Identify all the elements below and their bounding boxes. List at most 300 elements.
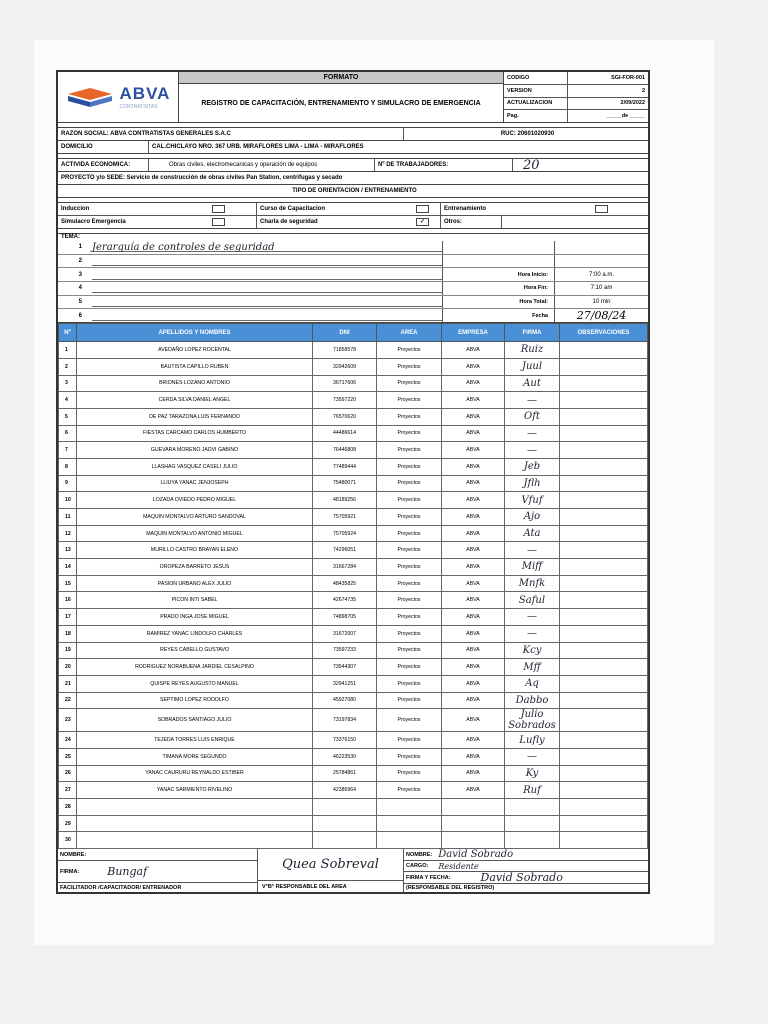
row-number: 9 [59,475,77,492]
table-row [59,559,648,576]
attendee-dni: 36717606 [313,375,377,392]
attendee-signature: Jflh [505,475,560,492]
table-row [59,709,648,732]
row-number: 10 [59,492,77,509]
attendee-observation[interactable] [560,675,648,692]
attendee-observation[interactable] [560,542,648,559]
row-number: 8 [59,458,77,475]
tema-line[interactable] [92,297,442,307]
row-number: 27 [59,782,77,799]
row-number: 12 [59,525,77,542]
actividad-value: Obras civiles, electromecanicas y operación de equipos [148,159,374,171]
attendee-signature: Aq [505,675,560,692]
col-header: Nº [59,324,77,342]
attendee-area: Proyectos [377,542,442,559]
razon-social: RAZON SOCIAL: ABVA CONTRATISTAS GENERALES S.A.C [61,131,231,137]
table-row [59,675,648,692]
tema-line-number: 1 [78,244,82,251]
attendee-area [377,799,442,816]
hora-fin-value[interactable]: 7:10 am [554,282,648,295]
actividad-label: ACTIVIDA ECONOMICA: [61,162,131,168]
table-row [59,832,648,849]
table-row [59,609,648,626]
attendee-area: Proyectos [377,709,442,732]
facilitador-signature: Bungaf [107,865,148,879]
attendee-area: Proyectos [377,492,442,509]
attendee-name: FIESTAS CARCAMO CARLOS HUMBERTO [77,425,313,442]
attendee-signature: Lufly [505,732,560,749]
attendee-name: MAQUIN MONTALVO ANTONIO MIGUEL [77,525,313,542]
attendee-dni: 31672007 [313,625,377,642]
attendee-signature: Mff [505,659,560,676]
actividad-row [58,159,648,172]
attendee-area: Proyectos [377,642,442,659]
attendee-observation[interactable] [560,442,648,459]
table-row [59,575,648,592]
attendee-observation[interactable] [560,425,648,442]
attendee-dni: 73544307 [313,659,377,676]
attendee-dni: 25784861 [313,765,377,782]
attendee-signature: Ata [505,525,560,542]
table-row [59,815,648,832]
table-header [59,324,648,342]
attendee-signature: Aut [505,375,560,392]
attendee-area: Proyectos [377,625,442,642]
attendee-company: ABVA [442,408,505,425]
attendee-name: LLIUYA YANAC JENJOSEPH [77,475,313,492]
attendee-company: ABVA [442,392,505,409]
attendee-observation[interactable] [560,815,648,832]
attendee-company: ABVA [442,592,505,609]
row-number: 14 [59,559,77,576]
col-header: OBSERVACIONES [560,324,648,342]
attendee-area: Proyectos [377,748,442,765]
attendee-observation[interactable] [560,559,648,576]
table-row [59,659,648,676]
entrenamiento-label: Entrenamiento [440,203,552,215]
attendee-observation[interactable] [560,458,648,475]
attendee-area: Proyectos [377,609,442,626]
attendee-observation[interactable] [560,765,648,782]
domicilio-value: CAL.CHICLAYO NRO. 367 URB. MIRAFLORES LIMA - LIMA - MIRAFLORES [148,141,648,153]
tipo-title: TIPO DE ORIENTACION / ENTRENAMIENTO [292,188,417,194]
attendee-signature: — [505,748,560,765]
attendee-name: PASION URBANO ALEX JULIO [77,575,313,592]
attendee-observation[interactable] [560,642,648,659]
attendee-name: BAUTISTA CAPILLO RUBEN [77,358,313,375]
hora-fin-label: Hora Fin: [442,282,554,295]
row-number: 28 [59,799,77,816]
attendee-company: ABVA [442,765,505,782]
attendee-company: ABVA [442,625,505,642]
attendee-signature: Mnfk [505,575,560,592]
attendee-observation[interactable] [560,709,648,732]
attendee-company: ABVA [442,609,505,626]
table-row [59,765,648,782]
curso-checkbox[interactable] [416,205,429,213]
induccion-label: Induccion [61,206,90,212]
attendee-signature: — [505,609,560,626]
attendee-name: CERDA SILVA DANIEL ANGEL [77,392,313,409]
attendee-signature: Oft [505,408,560,425]
table-row [59,642,648,659]
tipo-title-row [58,185,648,198]
table-row [59,692,648,709]
col-header: APELLIDOS Y NOMBRES [77,324,313,342]
attendee-name: AVEDAÑO LOPEZ ROCENTAL [77,342,313,359]
attendee-dni: 42386964 [313,782,377,799]
domicilio-row [58,141,648,154]
attendee-name: OROPEZA BARRETO JESUS [77,559,313,576]
col-header: FIRMA [505,324,560,342]
meta-key: Pag. [504,110,568,122]
abva-logo-icon [66,86,114,108]
row-number: 18 [59,625,77,642]
attendee-name [77,832,313,849]
attendee-area: Proyectos [377,442,442,459]
row-number: 4 [59,392,77,409]
meta-value: 2/09/2022 [620,100,645,107]
attendee-area: Proyectos [377,765,442,782]
attendee-company: ABVA [442,509,505,526]
attendee-area: Proyectos [377,458,442,475]
attendee-company [442,832,505,849]
attendee-name: REYES CABELLO GUSTAVO [77,642,313,659]
attendee-area: Proyectos [377,592,442,609]
row-number: 1 [59,342,77,359]
attendee-name: PICON INTI SABEL [77,592,313,609]
attendee-observation[interactable] [560,625,648,642]
attendee-dni [313,832,377,849]
row-number: 13 [59,542,77,559]
table-row [59,542,648,559]
attendee-signature: Ky [505,765,560,782]
attendee-dni: 73197834 [313,709,377,732]
attendee-signature [505,832,560,849]
vb-signature [258,849,403,880]
tema-line-number: 3 [78,271,82,278]
attendee-dni: 46223530 [313,748,377,765]
attendee-dni: 74296051 [313,542,377,559]
table-row [59,509,648,526]
row-number: 21 [59,675,77,692]
table-row [59,592,648,609]
attendee-observation[interactable] [560,575,648,592]
attendee-observation[interactable] [560,475,648,492]
col-header: EMPRESA [442,324,505,342]
attendee-observation[interactable] [560,609,648,626]
charla-checkbox[interactable]: ✓ [416,218,429,226]
attendee-company: ABVA [442,692,505,709]
attendee-dni: 48435825 [313,575,377,592]
tema-line[interactable] [92,283,442,293]
tema-line[interactable] [92,311,442,321]
cargo-value: Residente [438,861,479,871]
attendance-table [58,323,648,849]
table-row [59,458,648,475]
attendee-observation[interactable] [560,358,648,375]
meta-key: VERSION [504,85,568,97]
curso-label: Curso de Capacitacion [256,203,402,215]
attendee-company: ABVA [442,748,505,765]
attendee-observation[interactable] [560,782,648,799]
otros-label: Otros: [440,216,501,228]
row-number: 30 [59,832,77,849]
attendee-observation[interactable] [560,732,648,749]
table-row [59,358,648,375]
row-number: 5 [59,408,77,425]
attendee-signature: Juul [505,358,560,375]
attendee-signature [505,815,560,832]
attendee-name: YANAC CAURURU REYNALDO ESTIBER [77,765,313,782]
attendee-signature: Miff [505,559,560,576]
logo-subtext: CONTRATISTAS [119,104,158,110]
attendee-signature: — [505,442,560,459]
attendee-name: TIMANA MORE SEGUNDO [77,748,313,765]
hora-total-label: Hora Total: [442,296,554,309]
meta-key: CODIGO [504,72,568,84]
entrenamiento-checkbox[interactable] [595,205,608,213]
attendee-signature: — [505,425,560,442]
row-number: 29 [59,815,77,832]
attendee-company: ABVA [442,475,505,492]
attendee-company: ABVA [442,492,505,509]
attendee-company: ABVA [442,659,505,676]
attendee-area [377,832,442,849]
attendee-dni: 32941251 [313,675,377,692]
attendee-area: Proyectos [377,375,442,392]
row-number: 22 [59,692,77,709]
attendee-signature: Ajo [505,509,560,526]
ruc: RUC: 20601020930 [403,128,648,140]
attendee-area: Proyectos [377,392,442,409]
col-header: AREA [377,324,442,342]
attendee-name: MAQUIN MONTALVO ARTURO SANDOVAL [77,509,313,526]
attendee-area: Proyectos [377,575,442,592]
attendee-company: ABVA [442,442,505,459]
attendee-signature: Ruf [505,782,560,799]
attendee-company: ABVA [442,709,505,732]
row-number: 20 [59,659,77,676]
row-number: 25 [59,748,77,765]
attendee-name: PRADO INGA JOSE MIGUEL [77,609,313,626]
meta-key: ACTUALIZACION [504,98,568,110]
table-row [59,625,648,642]
attendee-dni: 73597233 [313,642,377,659]
vb-label: V°B° RESPONSABLE DEL AREA [258,880,403,892]
row-number: 11 [59,509,77,526]
attendee-observation[interactable] [560,592,648,609]
attendee-observation[interactable] [560,509,648,526]
firma-fecha-label: FIRMA Y FECHA: [406,874,451,881]
trabajadores-value: 20 [512,159,648,171]
attendee-company [442,815,505,832]
attendee-dni: 75480071 [313,475,377,492]
table-row [59,799,648,816]
table-row [59,442,648,459]
attendee-dni: 73376150 [313,732,377,749]
fecha-value[interactable]: 27/08/24 [554,309,648,322]
trabajadores-label: Nº DE TRABAJADORES: [374,159,512,171]
form-footer [58,849,648,892]
form-title: REGISTRO DE CAPACITACIÓN, ENTRENAMIENTO Y SIMULACRO DE EMERGENCIA [201,99,481,107]
attendee-dni [313,799,377,816]
attendee-signature: Saful [505,592,560,609]
charla-label: Charla de seguridad [256,216,402,228]
format-label: FORMATO [179,72,503,84]
attendee-observation[interactable] [560,748,648,765]
hora-total-value[interactable]: 10 min [554,296,648,309]
attendee-company: ABVA [442,358,505,375]
attendee-company: ABVA [442,782,505,799]
attendee-observation[interactable] [560,525,648,542]
attendee-area: Proyectos [377,782,442,799]
row-number: 26 [59,765,77,782]
attendee-dni: 71858578 [313,342,377,359]
attendee-name: RAMIREZ YANAC LINDOLFO CHARLES [77,625,313,642]
attendee-area [377,815,442,832]
attendee-dni: 31667284 [313,559,377,576]
attendee-observation[interactable] [560,799,648,816]
table-row [59,425,648,442]
fecha-label: Fecha [442,309,554,322]
cargo-label: CARGO: [406,863,429,870]
attendee-company [442,799,505,816]
attendee-dni: 76446808 [313,442,377,459]
row-number: 16 [59,592,77,609]
facilitador-label: FACILITADOR /CAPACITADOR/ ENTRENADOR [60,884,182,891]
attendee-signature: Julio Sobrados [505,709,560,732]
attendee-observation[interactable] [560,692,648,709]
attendee-observation[interactable] [560,342,648,359]
attendee-area: Proyectos [377,425,442,442]
table-row [59,782,648,799]
table-row [59,375,648,392]
facilitador-firma-label: FIRMA: [60,868,80,875]
domicilio-label: DOMICILIO [61,144,93,150]
col-header: DNI [313,324,377,342]
attendee-name: BRIONES LOZANO ANTONIO [77,375,313,392]
attendee-area: Proyectos [377,525,442,542]
attendee-observation[interactable] [560,832,648,849]
attendee-name: SOBRADOS SANTIAGO JULIO [77,709,313,732]
attendee-area: Proyectos [377,509,442,526]
tema-line[interactable] [92,256,442,266]
form-header [58,72,648,123]
simulacro-checkbox[interactable] [212,218,225,226]
attendee-area: Proyectos [377,675,442,692]
attendee-signature: Vfuf [505,492,560,509]
proyecto-row [58,172,648,185]
hora-inicio-label: Hora Inicio: [442,268,554,281]
meta-value: SGI-FOR-001 [611,74,645,81]
attendee-company: ABVA [442,559,505,576]
hora-inicio-value[interactable]: 7:00 a.m. [554,268,648,281]
simulacro-label: Simulacro Emergencia [61,219,126,225]
facilitador-nombre-label: NOMBRE: [58,849,257,861]
attendee-observation[interactable] [560,659,648,676]
attendee-area: Proyectos [377,408,442,425]
tema-line-number: 4 [78,285,82,292]
logo-text: ABVA [119,84,171,103]
row-number: 7 [59,442,77,459]
attendee-dni: 73597220 [313,392,377,409]
attendee-area: Proyectos [377,692,442,709]
table-row [59,392,648,409]
tema-section [58,234,648,323]
table-row [59,748,648,765]
attendee-dni: 75705921 [313,509,377,526]
attendee-company: ABVA [442,542,505,559]
tema-line[interactable] [92,270,442,280]
attendee-dni: 74898705 [313,609,377,626]
attendee-observation[interactable] [560,375,648,392]
attendee-name: QUISPE REYES AUGUSTO MANUEL [77,675,313,692]
table-row [59,342,648,359]
attendee-company: ABVA [442,425,505,442]
tema-line-number: 5 [78,299,82,306]
registro-nombre-label: NOMBRE: [406,851,433,858]
row-number: 2 [59,358,77,375]
otros-field[interactable] [501,216,648,228]
attendee-signature: — [505,392,560,409]
attendee-name [77,815,313,832]
row-number: 3 [59,375,77,392]
vb-signature-text: Quea Sobreval [282,857,379,873]
registro-label: (RESPONSABLE DEL REGISTRO) [406,885,495,892]
attendee-signature [505,799,560,816]
row-number: 24 [59,732,77,749]
row-number: 17 [59,609,77,626]
attendee-company: ABVA [442,458,505,475]
attendee-area: Proyectos [377,342,442,359]
attendee-dni: 42674735 [313,592,377,609]
tema-line[interactable]: Jerarquía de controles de seguridad [92,242,442,252]
attendee-observation[interactable] [560,492,648,509]
attendee-name: SEPTIMO LOPEZ RODOLFO [77,692,313,709]
attendee-area: Proyectos [377,475,442,492]
attendee-dni: 32942609 [313,358,377,375]
table-row [59,732,648,749]
registro-nombre-value: David Sobrado [438,849,514,861]
attendee-signature: Kcy [505,642,560,659]
proyecto-value: PROYECTO y/o SEDE: Servicio de construcción de obras civiles Pan Station, centrifugas y secado [61,175,343,181]
table-row [59,492,648,509]
attendee-signature: Jeb [505,458,560,475]
attendee-observation[interactable] [560,408,648,425]
tipo-row-2 [58,216,648,229]
attendee-dni: 44486614 [313,425,377,442]
attendee-company: ABVA [442,642,505,659]
attendee-signature: — [505,542,560,559]
attendee-name: YANAC SARMIENTO RIVELINO [77,782,313,799]
attendee-observation[interactable] [560,392,648,409]
row-number: 19 [59,642,77,659]
attendee-dni: 76570620 [313,408,377,425]
attendee-name: TEJEDA TORRES LUIS ENRIQUE [77,732,313,749]
attendee-dni [313,815,377,832]
table-row [59,408,648,425]
induccion-checkbox[interactable] [212,205,225,213]
attendee-company: ABVA [442,342,505,359]
document-meta [504,72,648,122]
attendee-signature: Ruiz [505,342,560,359]
attendee-name: GUEVARA MORENO JADVI GABINO [77,442,313,459]
attendee-dni: 75705924 [313,525,377,542]
attendee-dni: 48189256 [313,492,377,509]
attendee-dni: 77489444 [313,458,377,475]
attendee-company: ABVA [442,575,505,592]
